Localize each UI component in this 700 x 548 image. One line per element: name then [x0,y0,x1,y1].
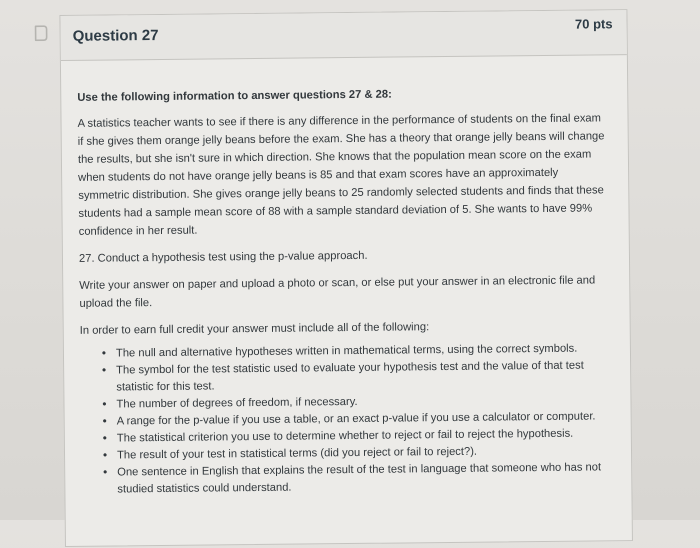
list-item-text: A range for the p-value if you use a table, or an exact p-value if you use a calculator or computer. [116,410,596,428]
requirements-list [80,340,614,499]
intro-heading: Use the following information to answer questions 27 & 28: [77,88,392,104]
scenario-text: A statistics teacher wants to see if there is any difference in the performance of students on the final exam if she gives them orange jelly beans before the exam. She has a theory that orange jelly beans will change the results, but she isn't sure in which direction. She knows that the population mean score on the exam when students do not have orange jelly beans is 85 and that exam scores have an approximately symmetric distribution. She gives orange jelly beans to 25 randomly selected students and finds that these students had a sample mean score of 88 with a sample standard deviation of 5. She wants to have 99% confidence in her result. [77,112,605,238]
list-item: • One sentence in English that explains the result of the test in language that someone who has not studied statistics could understand. [103,461,602,496]
question-header [60,10,626,61]
question-points: 70 pts [574,16,613,32]
question-body [61,55,632,499]
instructions-text: Write your answer on paper and upload a photo or scan, or else put your answer in an electronic file and upload the file. [79,274,596,310]
list-item: • The null and alternative hypotheses written in mathematical terms, using the correct symbols. [101,342,578,360]
list-item-text: The number of degrees of freedom, if necessary. [116,395,358,411]
credit-intro: In order to earn full credit your answer must include all of the following: [79,321,430,337]
list-item: • The number of degrees of freedom, if necessary. [102,395,358,411]
question-prompt: 27. Conduct a hypothesis test using the p-value approach. [78,249,368,265]
question-title: Question 27 [72,26,159,45]
list-item-text: The result of your test in statistical terms (did you reject or fail to reject?). [116,445,478,462]
list-item: • A range for the p-value if you use a table, or an exact p-value if you use a calculator or computer. [102,410,596,428]
list-item: • The result of your test in statistical terms (did you reject or fail to reject?). [102,445,478,462]
list-item-text: The symbol for the test statistic used to evaluate your hypothesis test and the value of that test statistic for this test. [116,359,584,394]
list-item-text: The statistical criterion you use to determine whether to reject or fail to reject the hypothesis. [116,427,574,445]
flag-icon[interactable] [34,25,48,41]
list-item: • The symbol for the test statistic used to evaluate your hypothesis test and the value of that test statistic for this test. [102,359,584,394]
list-item-text: One sentence in English that explains the result of the test in language that someone who has not studied statistics could understand. [117,461,602,496]
question-card [59,9,633,547]
list-item: • The statistical criterion you use to determine whether to reject or fail to reject the hypothesis. [102,427,574,445]
list-item-text: The null and alternative hypotheses written in mathematical terms, using the correct symbols. [115,342,578,360]
